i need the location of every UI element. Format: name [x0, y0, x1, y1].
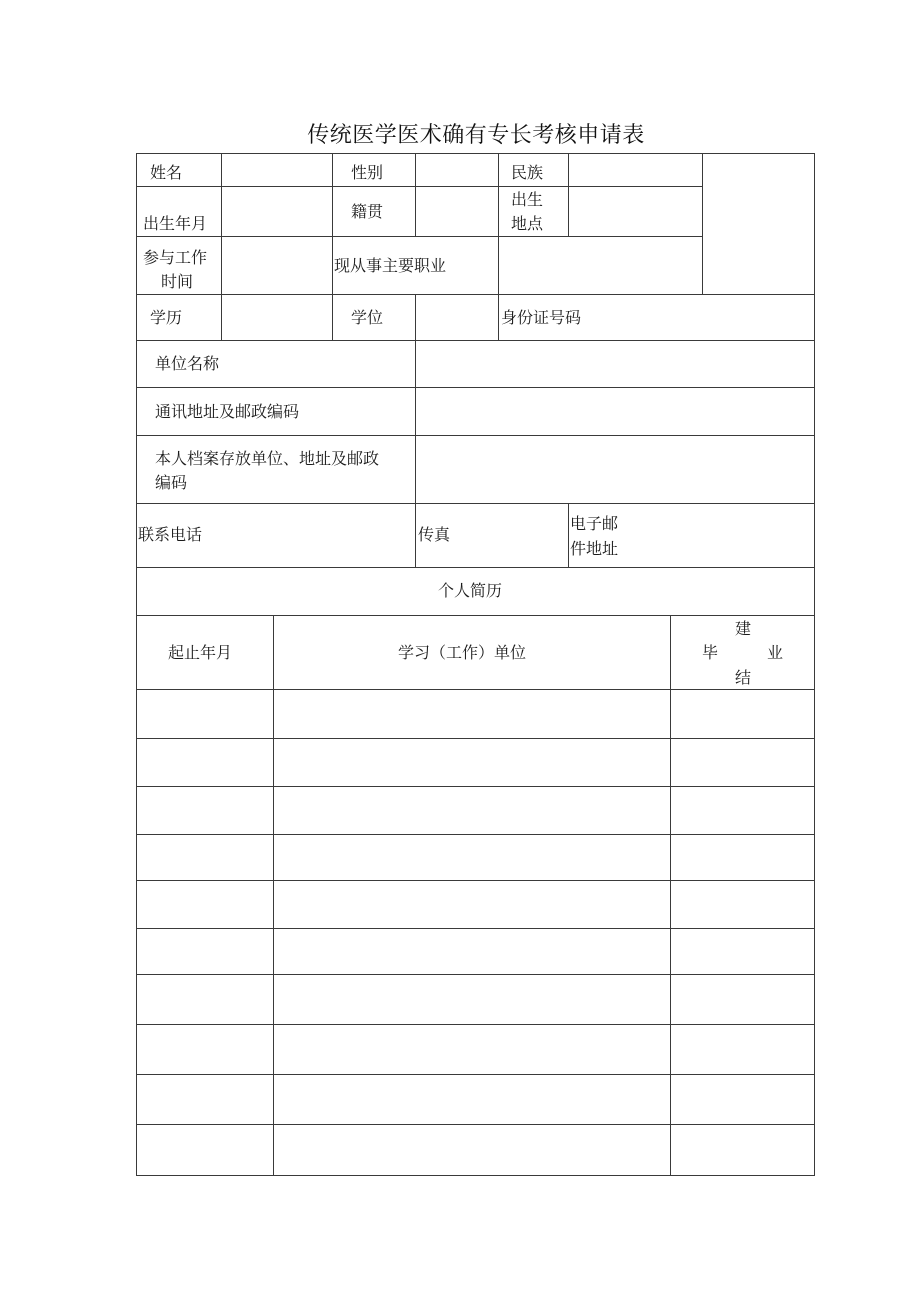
- occupation-field[interactable]: [499, 237, 702, 294]
- birth-date-label: 出生年月: [143, 214, 208, 233]
- birthplace-label-line2: 地点: [511, 214, 544, 233]
- col-cert-mid-left: 毕: [702, 643, 719, 662]
- table-border-right: [814, 153, 815, 1176]
- native-place-field[interactable]: [416, 187, 498, 236]
- phone-label: 联系电话: [138, 525, 203, 544]
- ethnicity-field[interactable]: [569, 154, 702, 186]
- col-unit-header: 学习（工作）单位: [398, 643, 527, 662]
- resume-row[interactable]: [137, 1125, 814, 1175]
- name-field[interactable]: [222, 154, 332, 186]
- resume-section-title: 个人简历: [438, 581, 503, 600]
- col-cert-top: 建: [735, 619, 752, 638]
- archive-field[interactable]: [416, 436, 814, 503]
- col-cert-bottom: 结: [735, 668, 752, 687]
- education-label: 学历: [150, 308, 183, 327]
- employer-label: 单位名称: [155, 354, 220, 373]
- address-label: 通讯地址及邮政编码: [155, 402, 300, 421]
- resume-row[interactable]: [137, 929, 814, 974]
- gender-field[interactable]: [416, 154, 498, 186]
- email-label-line2: 件地址: [570, 539, 619, 558]
- id-number-label: 身份证号码: [501, 308, 582, 327]
- work-start-field[interactable]: [222, 237, 332, 294]
- work-start-label-line2: 时间: [161, 272, 194, 291]
- divider: [332, 153, 333, 341]
- archive-label-line1: 本人档案存放单位、地址及邮政: [155, 449, 380, 468]
- col-period-header: 起止年月: [168, 643, 233, 662]
- degree-field[interactable]: [416, 295, 498, 340]
- phone-field[interactable]: [220, 504, 415, 567]
- education-field[interactable]: [222, 295, 332, 340]
- resume-row[interactable]: [137, 835, 814, 880]
- address-field[interactable]: [416, 388, 814, 435]
- divider: [568, 503, 569, 568]
- work-start-label-line1: 参与工作: [143, 248, 208, 267]
- name-label: 姓名: [150, 163, 183, 182]
- resume-row[interactable]: [137, 975, 814, 1024]
- birthplace-label-line1: 出生: [511, 190, 544, 209]
- archive-label-line2: 编码: [155, 473, 188, 492]
- divider: [136, 567, 815, 568]
- gender-label: 性别: [351, 163, 384, 182]
- form-title: 传统医学医术确有专长考核申请表: [307, 123, 645, 148]
- email-label-line1: 电子邮: [570, 514, 619, 533]
- birthplace-field[interactable]: [569, 187, 702, 236]
- resume-row[interactable]: [137, 690, 814, 738]
- email-field[interactable]: [630, 504, 814, 567]
- degree-label: 学位: [351, 308, 384, 327]
- fax-label: 传真: [418, 525, 451, 544]
- divider: [136, 615, 815, 616]
- photo-box[interactable]: [703, 154, 814, 294]
- resume-row[interactable]: [137, 1025, 814, 1074]
- native-place-label: 籍贯: [351, 202, 384, 221]
- id-number-field[interactable]: [600, 295, 814, 340]
- resume-row[interactable]: [137, 739, 814, 786]
- resume-row[interactable]: [137, 1075, 814, 1124]
- employer-field[interactable]: [416, 341, 814, 387]
- resume-row[interactable]: [137, 881, 814, 928]
- ethnicity-label: 民族: [511, 163, 544, 182]
- table-border-bottom: [136, 1175, 815, 1176]
- resume-row[interactable]: [137, 787, 814, 834]
- occupation-label: 现从事主要职业: [334, 256, 447, 275]
- col-cert-mid-right: 业: [767, 643, 784, 662]
- fax-field[interactable]: [460, 504, 568, 567]
- birth-date-field[interactable]: [222, 187, 332, 236]
